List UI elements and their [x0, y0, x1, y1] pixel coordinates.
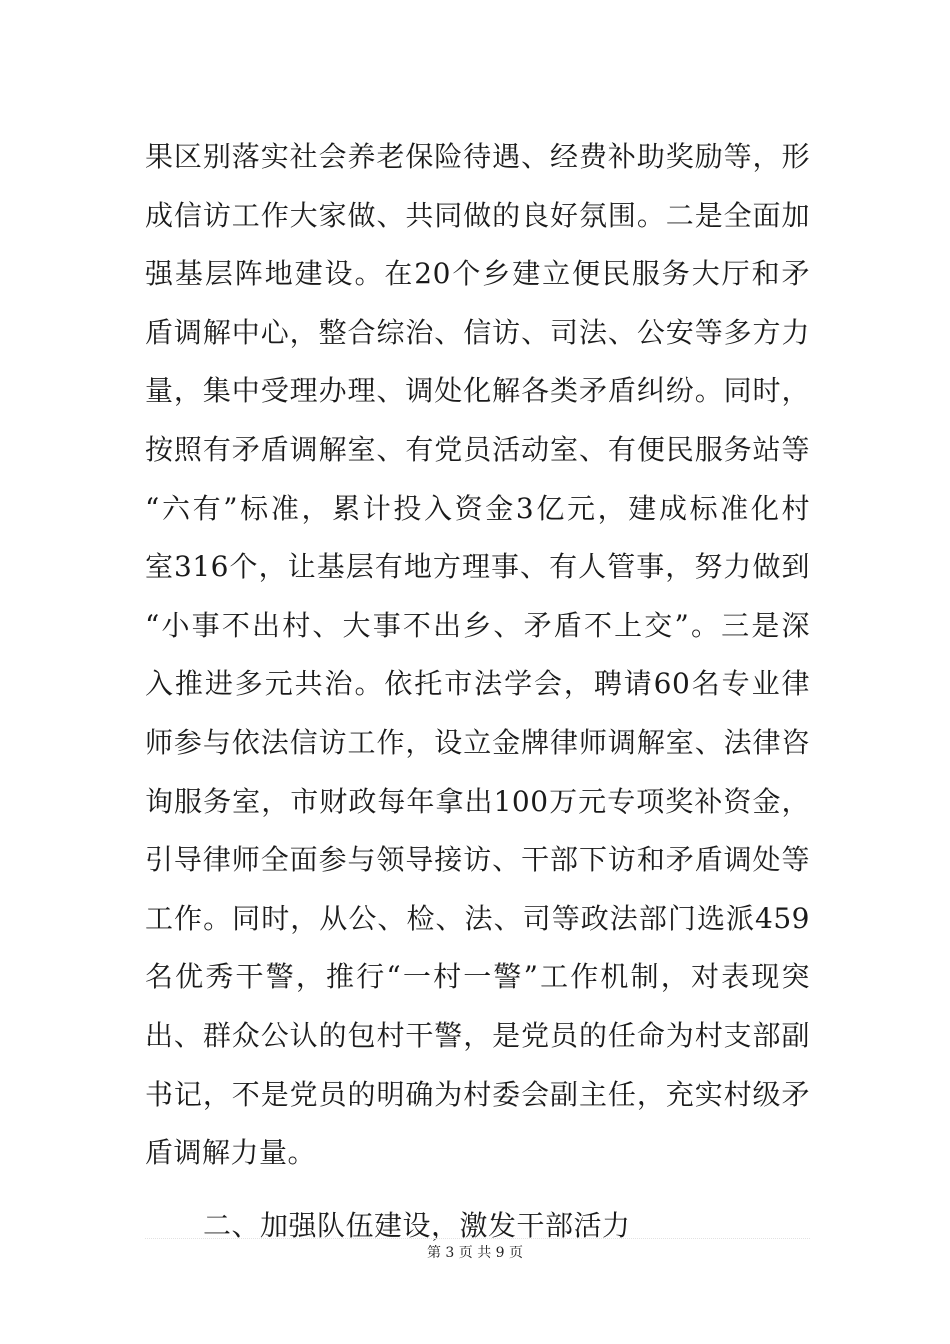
paragraph-line-11: 师参与依法信访工作，设立金牌律师调解室、法律咨 [145, 725, 810, 759]
paragraph-line-3: 强基层阵地建设。在20个乡建立便民服务大厅和矛 [145, 257, 810, 291]
paragraph-line-6: 按照有矛盾调解室、有党员活动室、有便民服务站等 [145, 432, 810, 466]
paragraph-line-13: 引导律师全面参与领导接访、干部下访和矛盾调处等 [145, 843, 810, 877]
paragraph-line-18: 盾调解力量。 [145, 1136, 317, 1170]
paragraph-line-5: 量，集中受理办理、调处化解各类矛盾纠纷。同时， [145, 374, 810, 408]
section-heading: 二、加强队伍建设，激发干部活力 [203, 1208, 631, 1242]
paragraph-line-2: 成信访工作大家做、共同做的良好氛围。二是全面加 [145, 198, 810, 232]
paragraph-line-4: 盾调解中心，整合综治、信访、司法、公安等多方力 [145, 315, 810, 349]
paragraph-line-17: 书记，不是党员的明确为村委会副主任，充实村级矛 [145, 1077, 810, 1111]
paragraph-line-10: 入推进多元共治。依托市法学会，聘请60名专业律 [145, 667, 810, 701]
page-number-footer: 第 3 页 共 9 页 [426, 1245, 524, 1261]
paragraph-line-8: 室316个，让基层有地方理事、有人管事，努力做到 [145, 550, 810, 584]
footer-divider [145, 1238, 810, 1239]
paragraph-line-14: 工作。同时，从公、检、法、司等政法部门选派459 [145, 901, 810, 935]
paragraph-line-9: “小事不出村、大事不出乡、矛盾不上交”。三是深 [145, 608, 810, 642]
paragraph-line-15: 名优秀干警，推行“一村一警”工作机制，对表现突 [145, 960, 810, 994]
paragraph-line-1: 果区别落实社会养老保险待遇、经费补助奖励等，形 [145, 140, 810, 173]
document-body [145, 128, 810, 1255]
paragraph-line-16: 出、群众公认的包村干警，是党员的任命为村支部副 [145, 1018, 810, 1052]
paragraph-line-7: “六有”标准，累计投入资金3亿元，建成标准化村 [145, 491, 810, 525]
paragraph-line-12: 询服务室，市财政每年拿出100万元专项奖补资金， [145, 784, 810, 818]
